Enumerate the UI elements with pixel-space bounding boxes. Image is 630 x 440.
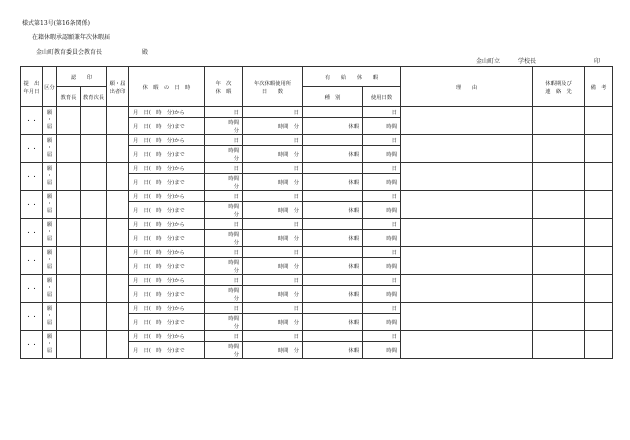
leave-to-cell[interactable]: 月 日( 時 分)まで [129, 146, 205, 163]
other-hour-cell[interactable]: 時間 [363, 258, 401, 275]
addressee-honorific: 殿 [142, 49, 149, 56]
submit-date-cell[interactable]: ・・ [21, 247, 43, 275]
leave-to-cell[interactable]: 月 日( 時 分)まで [129, 118, 205, 135]
other-type-label-cell[interactable]: 休暇 [303, 146, 363, 163]
applicant-seal-cell[interactable] [107, 163, 129, 191]
other-type-label-cell[interactable]: 休暇 [303, 342, 363, 359]
leave-from-cell[interactable]: 月 日( 時 分)から [129, 219, 205, 230]
other-type-cell[interactable] [303, 219, 363, 230]
used-hour-min-cell[interactable]: 時間 分 [243, 202, 303, 219]
table-row [21, 303, 613, 314]
submit-date-cell[interactable]: ・・ [21, 135, 43, 163]
reason-cell[interactable] [401, 107, 533, 135]
other-type-label-cell[interactable]: 休暇 [303, 174, 363, 191]
applicant-seal-cell[interactable] [107, 331, 129, 359]
approval-principal-cell[interactable] [81, 219, 107, 247]
used-hour-min-cell[interactable]: 時間 分 [243, 230, 303, 247]
other-type-header: 種 別 [303, 87, 363, 107]
reason-cell[interactable] [401, 135, 533, 163]
submit-date-cell[interactable]: ・・ [21, 303, 43, 331]
annual-day-cell[interactable]: 日 [205, 135, 243, 146]
school-principal-label: 学校長 [518, 58, 537, 65]
contact-cell[interactable] [533, 191, 585, 219]
seal-mark: 印 [594, 58, 601, 65]
leave-from-cell[interactable]: 月 日( 時 分)から [129, 247, 205, 258]
annual-day-cell[interactable]: 日 [205, 275, 243, 286]
leave-from-cell[interactable]: 月 日( 時 分)から [129, 163, 205, 174]
reason-cell[interactable] [401, 275, 533, 303]
annual-day-cell[interactable]: 日 [205, 303, 243, 314]
other-type-cell[interactable] [303, 247, 363, 258]
reason-header: 理 由 [401, 67, 533, 107]
other-type-label-cell[interactable]: 休暇 [303, 286, 363, 303]
annual-leave-header: 年 次 休 暇 [205, 67, 243, 107]
applicant-seal-cell[interactable] [107, 247, 129, 275]
table-row [21, 135, 613, 146]
annual-hour-min-cell[interactable]: 時間 分 [205, 258, 243, 275]
leave-to-cell[interactable]: 月 日( 時 分)まで [129, 230, 205, 247]
table-row [21, 163, 613, 174]
other-type-label-cell[interactable]: 休暇 [303, 118, 363, 135]
approval-principal-cell[interactable] [81, 163, 107, 191]
used-day-cell[interactable]: 日 [243, 275, 303, 286]
reason-cell[interactable] [401, 191, 533, 219]
approval-board-cell[interactable] [57, 247, 81, 275]
annual-hour-min-cell[interactable]: 時間 分 [205, 342, 243, 359]
other-day-cell[interactable]: 日 [363, 191, 401, 202]
remarks-cell[interactable] [585, 135, 613, 163]
contact-header: 休暇期及び 連 絡 先 [533, 67, 585, 107]
approval-board-cell[interactable] [57, 219, 81, 247]
remarks-cell[interactable] [585, 107, 613, 135]
annual-hour-min-cell[interactable]: 時間 分 [205, 146, 243, 163]
remarks-cell[interactable] [585, 275, 613, 303]
used-day-cell[interactable]: 日 [243, 247, 303, 258]
approval-board-cell[interactable] [57, 331, 81, 359]
submit-date-cell[interactable]: ・・ [21, 219, 43, 247]
other-day-cell[interactable]: 日 [363, 135, 401, 146]
contact-cell[interactable] [533, 219, 585, 247]
other-hour-cell[interactable]: 時間 [363, 118, 401, 135]
approval-board-cell[interactable] [57, 163, 81, 191]
leave-to-cell[interactable]: 月 日( 時 分)まで [129, 258, 205, 275]
school-signature [476, 56, 601, 65]
other-type-cell[interactable] [303, 135, 363, 146]
used-day-cell[interactable]: 日 [243, 107, 303, 118]
approval-principal-cell[interactable] [81, 107, 107, 135]
approval-principal-cell[interactable] [81, 135, 107, 163]
annual-day-cell[interactable]: 日 [205, 331, 243, 342]
other-day-cell[interactable]: 日 [363, 163, 401, 174]
approval-board-cell[interactable] [57, 275, 81, 303]
category-cell[interactable]: 願 ・ 届 [43, 107, 57, 135]
annual-used-header: 年次休暇使用所 日 数 [243, 67, 303, 107]
applicant-seal-cell[interactable] [107, 191, 129, 219]
annual-hour-min-cell[interactable]: 時間 分 [205, 314, 243, 331]
leave-from-cell[interactable]: 月 日( 時 分)から [129, 191, 205, 202]
approval-principal-cell[interactable] [81, 275, 107, 303]
table-row [21, 247, 613, 258]
used-day-cell[interactable]: 日 [243, 163, 303, 174]
contact-cell[interactable] [533, 303, 585, 331]
applicant-seal-cell[interactable] [107, 303, 129, 331]
applicant-seal-header: 願・届 出者印 [107, 67, 129, 107]
other-type-label-cell[interactable]: 休暇 [303, 258, 363, 275]
used-hour-min-cell[interactable]: 時間 分 [243, 342, 303, 359]
leave-from-cell[interactable]: 月 日( 時 分)から [129, 331, 205, 342]
used-hour-min-cell[interactable]: 時間 分 [243, 146, 303, 163]
approval-board-cell[interactable] [57, 107, 81, 135]
contact-cell[interactable] [533, 247, 585, 275]
submit-date-cell[interactable]: ・・ [21, 163, 43, 191]
annual-hour-min-cell[interactable]: 時間 分 [205, 202, 243, 219]
other-hour-cell[interactable]: 時間 [363, 202, 401, 219]
leave-from-cell[interactable]: 月 日( 時 分)から [129, 135, 205, 146]
used-day-cell[interactable]: 日 [243, 303, 303, 314]
category-cell[interactable]: 願 ・ 届 [43, 135, 57, 163]
approval-principal-cell[interactable] [81, 303, 107, 331]
leave-to-cell[interactable]: 月 日( 時 分)まで [129, 286, 205, 303]
leave-from-cell[interactable]: 月 日( 時 分)から [129, 303, 205, 314]
other-type-label-cell[interactable]: 休暇 [303, 314, 363, 331]
table-row [21, 275, 613, 286]
remarks-cell[interactable] [585, 219, 613, 247]
reason-cell[interactable] [401, 331, 533, 359]
school-town: 金山町立 [476, 58, 501, 65]
category-cell[interactable]: 願 ・ 届 [43, 163, 57, 191]
category-cell[interactable]: 願 ・ 届 [43, 303, 57, 331]
reason-cell[interactable] [401, 163, 533, 191]
leave-table [20, 66, 613, 359]
used-day-cell[interactable]: 日 [243, 219, 303, 230]
leave-period-header: 休 暇 の 日 時 [129, 67, 205, 107]
table-row [21, 331, 613, 342]
other-hour-cell[interactable]: 時間 [363, 342, 401, 359]
category-cell[interactable]: 願 ・ 届 [43, 247, 57, 275]
annual-hour-min-cell[interactable]: 時間 分 [205, 174, 243, 191]
reason-cell[interactable] [401, 247, 533, 275]
other-day-cell[interactable]: 日 [363, 107, 401, 118]
approval-board-cell[interactable] [57, 191, 81, 219]
remarks-cell[interactable] [585, 331, 613, 359]
used-day-cell[interactable]: 日 [243, 331, 303, 342]
other-day-cell[interactable]: 日 [363, 219, 401, 230]
used-hour-min-cell[interactable]: 時間 分 [243, 174, 303, 191]
other-type-cell[interactable] [303, 275, 363, 286]
category-cell[interactable]: 願 ・ 届 [43, 331, 57, 359]
other-leave-header: 有 給 休 暇 [303, 67, 401, 87]
applicant-seal-cell[interactable] [107, 219, 129, 247]
submit-date-header: 提 出 年月日 [21, 67, 43, 107]
other-day-cell[interactable]: 日 [363, 275, 401, 286]
annual-day-cell[interactable]: 日 [205, 163, 243, 174]
form-number: 様式第13号(第16条関係) [22, 20, 90, 27]
leave-to-cell[interactable]: 月 日( 時 分)まで [129, 202, 205, 219]
remarks-cell[interactable] [585, 303, 613, 331]
other-days-header: 使用日数 [363, 87, 401, 107]
annual-day-cell[interactable]: 日 [205, 219, 243, 230]
addressee-name: 金山町教育委員会教育長 [36, 49, 103, 56]
submit-date-cell[interactable]: ・・ [21, 107, 43, 135]
applicant-seal-cell[interactable] [107, 107, 129, 135]
annual-day-cell[interactable]: 日 [205, 247, 243, 258]
other-hour-cell[interactable]: 時間 [363, 174, 401, 191]
annual-hour-min-cell[interactable]: 時間 分 [205, 286, 243, 303]
other-type-cell[interactable] [303, 191, 363, 202]
submit-date-cell[interactable]: ・・ [21, 191, 43, 219]
submit-date-cell[interactable]: ・・ [21, 275, 43, 303]
approval-principal-cell[interactable] [81, 191, 107, 219]
table-row [21, 107, 613, 118]
category-cell[interactable]: 願 ・ 届 [43, 275, 57, 303]
other-day-cell[interactable]: 日 [363, 303, 401, 314]
contact-cell[interactable] [533, 163, 585, 191]
form-title: 在籍休暇承認願兼年次休暇届 [32, 34, 111, 41]
contact-cell[interactable] [533, 275, 585, 303]
reason-cell[interactable] [401, 303, 533, 331]
leave-from-cell[interactable]: 月 日( 時 分)から [129, 107, 205, 118]
other-hour-cell[interactable]: 時間 [363, 230, 401, 247]
category-header: 区分 [43, 67, 57, 107]
used-hour-min-cell[interactable]: 時間 分 [243, 118, 303, 135]
applicant-seal-cell[interactable] [107, 275, 129, 303]
remarks-cell[interactable] [585, 191, 613, 219]
leave-to-cell[interactable]: 月 日( 時 分)まで [129, 342, 205, 359]
approval-principal-cell[interactable] [81, 247, 107, 275]
category-cell[interactable]: 願 ・ 届 [43, 191, 57, 219]
approval-board-header: 教育長 [57, 87, 81, 107]
annual-day-cell[interactable]: 日 [205, 191, 243, 202]
approval-board-cell[interactable] [57, 303, 81, 331]
remarks-cell[interactable] [585, 163, 613, 191]
annual-hour-min-cell[interactable]: 時間 分 [205, 230, 243, 247]
used-day-cell[interactable]: 日 [243, 135, 303, 146]
other-type-cell[interactable] [303, 163, 363, 174]
table-row [21, 191, 613, 202]
other-hour-cell[interactable]: 時間 [363, 286, 401, 303]
used-day-cell[interactable]: 日 [243, 191, 303, 202]
contact-cell[interactable] [533, 331, 585, 359]
annual-hour-min-cell[interactable]: 時間 分 [205, 118, 243, 135]
contact-cell[interactable] [533, 107, 585, 135]
other-day-cell[interactable]: 日 [363, 331, 401, 342]
approval-header: 認 印 [57, 67, 107, 87]
other-hour-cell[interactable]: 時間 [363, 314, 401, 331]
table-row [21, 219, 613, 230]
reason-cell[interactable] [401, 219, 533, 247]
used-hour-min-cell[interactable]: 時間 分 [243, 286, 303, 303]
other-type-label-cell[interactable]: 休暇 [303, 230, 363, 247]
other-day-cell[interactable]: 日 [363, 247, 401, 258]
other-type-label-cell[interactable]: 休暇 [303, 202, 363, 219]
header-row-1 [21, 67, 613, 87]
applicant-seal-cell[interactable] [107, 135, 129, 163]
other-type-cell[interactable] [303, 107, 363, 118]
contact-cell[interactable] [533, 135, 585, 163]
approval-principal-cell[interactable] [81, 331, 107, 359]
annual-day-cell[interactable]: 日 [205, 107, 243, 118]
remarks-cell[interactable] [585, 247, 613, 275]
other-type-cell[interactable] [303, 331, 363, 342]
used-hour-min-cell[interactable]: 時間 分 [243, 258, 303, 275]
approval-principal-header: 教育次長 [81, 87, 107, 107]
leave-to-cell[interactable]: 月 日( 時 分)まで [129, 314, 205, 331]
category-cell[interactable]: 願 ・ 届 [43, 219, 57, 247]
other-type-cell[interactable] [303, 303, 363, 314]
leave-from-cell[interactable]: 月 日( 時 分)から [129, 275, 205, 286]
submit-date-cell[interactable]: ・・ [21, 331, 43, 359]
other-hour-cell[interactable]: 時間 [363, 146, 401, 163]
used-hour-min-cell[interactable]: 時間 分 [243, 314, 303, 331]
leave-to-cell[interactable]: 月 日( 時 分)まで [129, 174, 205, 191]
approval-board-cell[interactable] [57, 135, 81, 163]
addressee [36, 47, 148, 56]
remarks-header: 備 考 [585, 67, 613, 107]
